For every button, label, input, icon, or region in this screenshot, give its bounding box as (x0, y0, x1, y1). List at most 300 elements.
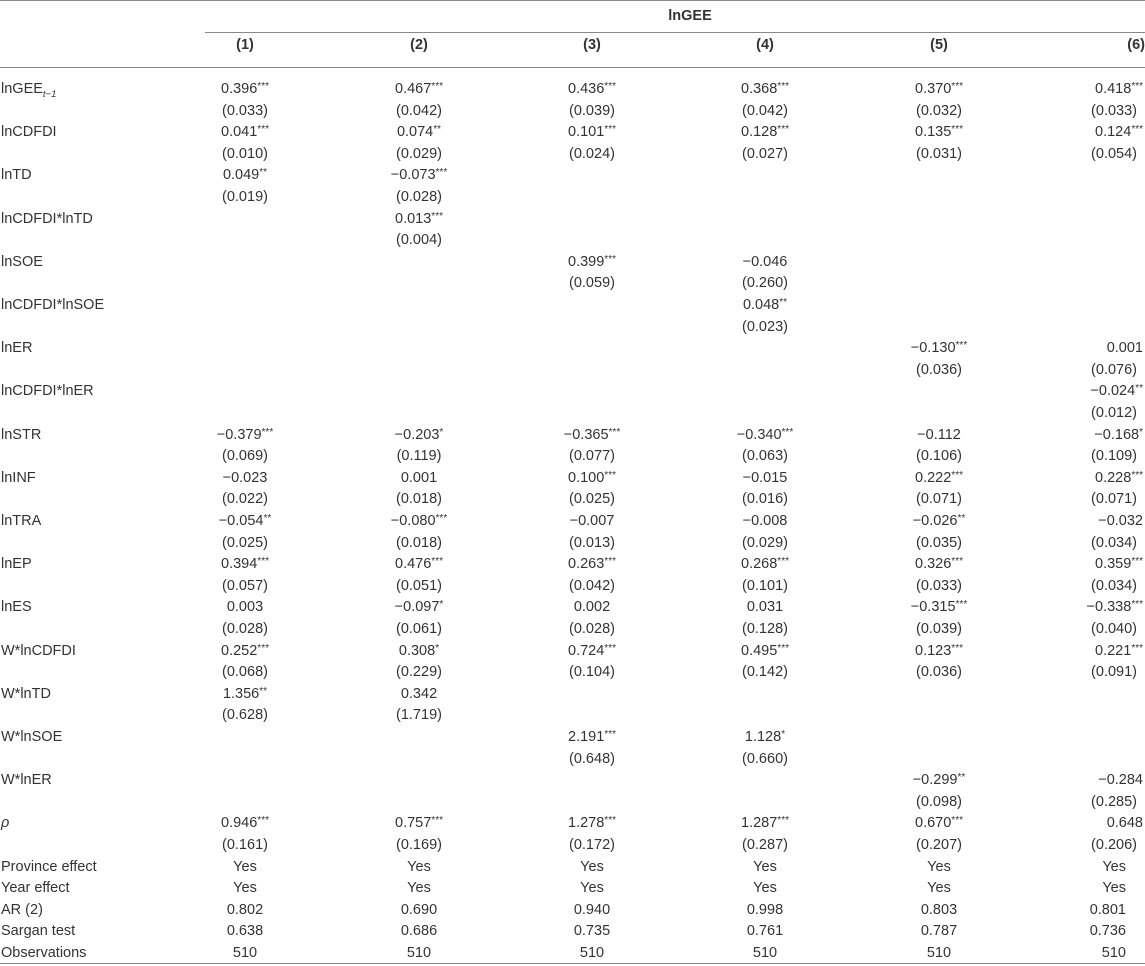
std-error-cell (396, 144, 442, 164)
row-label (1, 165, 32, 185)
std-error-cell (569, 533, 615, 553)
coefficient-cell (574, 597, 610, 617)
significance-stars: *** (604, 124, 616, 136)
row-label (1, 684, 51, 704)
std-error-cell-text: (0.101) (742, 577, 788, 594)
std-error-cell (569, 835, 615, 855)
std-error-cell (1091, 403, 1137, 423)
coefficient-cell-text: −0.073 (390, 167, 436, 184)
significance-stars: *** (257, 81, 269, 92)
std-error-cell-text: (0.076) (1091, 361, 1137, 378)
std-error-cell-text: (0.018) (396, 491, 442, 508)
row-label-text: W*lnTD (1, 685, 51, 702)
footer-row-label (1, 921, 75, 941)
std-error-cell-text: (0.169) (396, 837, 442, 853)
footer-cell-text: 0.940 (573, 901, 611, 918)
significance-stars: *** (951, 556, 963, 568)
coefficient-cell-text: 0.048 (742, 297, 780, 313)
significance-stars: ** (259, 685, 268, 697)
coefficient-cell (227, 597, 263, 617)
coefficient-cell (1095, 468, 1143, 488)
std-error-cell (222, 187, 268, 207)
coefficient-cell-text: 1.356 (222, 685, 260, 702)
coefficient-cell (915, 641, 963, 661)
significance-stars: *** (1131, 124, 1143, 136)
significance-stars: *** (435, 167, 448, 179)
coefficient-cell (917, 425, 961, 445)
std-error-cell (1091, 662, 1137, 682)
significance-stars: * (439, 599, 444, 611)
coefficient-cell-text: −0.338 (1086, 599, 1132, 616)
std-error-cell-text: (0.109) (1091, 448, 1137, 465)
significance-stars: *** (1131, 599, 1143, 611)
std-error-cell (1091, 533, 1137, 553)
coefficient-cell (1090, 381, 1143, 401)
footer-cell-text: 510 (752, 945, 778, 961)
std-error-cell (222, 619, 268, 639)
dependent-variable-header: lnGEE (668, 8, 712, 24)
footer-cell (233, 857, 257, 877)
std-error-cell (1091, 576, 1137, 596)
std-error-cell-text: (0.071) (916, 491, 962, 508)
footer-cell-text: 0.638 (226, 923, 264, 940)
significance-stars: *** (951, 642, 963, 654)
footer-cell (921, 900, 957, 920)
coefficient-cell (741, 79, 789, 99)
coefficient-cell-text: 0.268 (741, 556, 778, 573)
std-error-cell-text: (0.161) (222, 837, 268, 853)
coefficient-cell-text: −0.168 (1094, 426, 1140, 443)
coefficient-cell-text: 0.495 (741, 642, 778, 659)
coefficient-cell (1107, 813, 1143, 833)
footer-cell-text: Yes (233, 880, 257, 897)
top-rule (0, 0, 1145, 1)
row-label-text: lnGEE (1, 81, 43, 97)
std-error-cell-text: (0.098) (916, 793, 962, 810)
coefficient-cell (568, 122, 616, 142)
header-rule (0, 67, 1145, 68)
std-error-cell-text: (0.034) (1091, 534, 1137, 551)
coefficient-cell-text: 1.287 (741, 815, 778, 832)
coefficient-cell-text: 0.326 (915, 556, 952, 573)
std-error-cell-text: (0.004) (396, 232, 442, 249)
coefficient-cell-text: 0.308 (398, 642, 436, 659)
std-error-cell-text: (0.016) (742, 491, 788, 508)
footer-cell (401, 921, 437, 941)
std-error-cell (569, 144, 615, 164)
std-error-cell (916, 101, 962, 121)
footer-cell-text: 510 (926, 945, 952, 961)
significance-stars: *** (951, 81, 963, 92)
coefficient-cell-text: −0.112 (917, 426, 961, 443)
coefficient-cell (568, 252, 616, 272)
coefficient-cell-text: 0.003 (226, 599, 264, 616)
footer-cell-text: 0.801 (1089, 901, 1126, 918)
std-error-cell (742, 619, 788, 639)
footer-cell-text: 510 (579, 945, 605, 961)
coefficient-cell-text: 0.263 (568, 556, 605, 573)
row-label (1, 727, 62, 747)
std-error-cell (742, 144, 788, 164)
footer-cell (927, 878, 951, 898)
std-error-cell (222, 446, 268, 466)
coefficient-cell-text: 0.128 (741, 124, 778, 141)
coefficient-cell (1095, 554, 1143, 574)
significance-stars: *** (604, 469, 616, 481)
footer-cell (753, 943, 777, 963)
std-error-cell-text: (0.029) (742, 534, 788, 551)
std-error-cell-text: (0.059) (569, 275, 615, 292)
std-error-cell (916, 576, 962, 596)
row-label (1, 813, 9, 833)
significance-stars: * (781, 729, 786, 740)
coefficient-cell (915, 468, 963, 488)
std-error-cell (742, 576, 788, 596)
std-error-cell-text: (0.068) (222, 664, 268, 681)
coefficient-cell (391, 511, 447, 531)
coefficient-cell (913, 770, 966, 790)
coefficient-cell (217, 425, 273, 445)
footer-row-label-text: Province effect (1, 858, 97, 875)
std-error-cell-text: (0.022) (222, 491, 268, 508)
footer-cell-text: 0.735 (573, 923, 611, 940)
std-error-cell (742, 489, 788, 509)
row-label (1, 425, 41, 445)
row-label (1, 554, 32, 574)
significance-stars: *** (1131, 642, 1143, 654)
footer-cell-text: Yes (927, 858, 951, 875)
std-error-cell (569, 619, 615, 639)
coefficient-cell (401, 684, 437, 704)
std-error-cell-text: (0.023) (742, 318, 788, 335)
row-label-text: lnSOE (1, 253, 43, 270)
std-error-cell (222, 533, 268, 553)
coefficient-cell-text: 0.368 (741, 81, 778, 97)
coefficient-cell-text: 0.100 (568, 469, 605, 486)
row-label-text: W*lnCDFDI (1, 642, 76, 659)
std-error-cell-text: (0.031) (916, 145, 962, 162)
coefficient-cell (1107, 338, 1143, 358)
std-error-cell (1091, 792, 1137, 812)
row-label-text: lnCDFDI*lnTD (1, 210, 93, 227)
std-error-cell-text: (0.172) (569, 837, 615, 853)
row-label-text: lnINF (1, 469, 36, 486)
row-label-text: lnTD (1, 167, 32, 184)
std-error-cell-text: (0.039) (916, 621, 962, 637)
row-label-text: ρ (1, 815, 10, 832)
significance-stars: *** (431, 556, 443, 568)
coefficient-cell-text: 0.436 (568, 81, 605, 97)
std-error-cell-text: (0.206) (1091, 837, 1137, 853)
std-error-cell (397, 446, 442, 466)
std-error-cell (916, 835, 962, 855)
row-label-text: lnEP (1, 556, 32, 573)
significance-stars: ** (779, 297, 788, 308)
coefficient-cell (1098, 770, 1143, 790)
std-error-cell (1091, 619, 1137, 639)
coefficient-cell (397, 122, 441, 142)
coefficient-cell-text: 0.222 (915, 469, 952, 486)
row-label (1, 252, 43, 272)
footer-cell-text: 510 (232, 945, 258, 961)
coefficient-cell-text: −0.379 (216, 426, 262, 443)
std-error-cell (916, 446, 962, 466)
footer-cell (927, 943, 951, 963)
coefficient-cell (743, 468, 788, 488)
column-header-2: (2) (410, 37, 428, 53)
coefficient-cell (568, 727, 616, 747)
std-error-cell-text: (0.032) (916, 102, 962, 119)
significance-stars: *** (1131, 469, 1143, 481)
std-error-cell (569, 749, 615, 769)
coefficient-cell (741, 122, 789, 142)
coefficient-cell-text: 0.002 (573, 599, 611, 616)
coefficient-cell-text: 0.101 (568, 124, 605, 141)
footer-cell (574, 921, 610, 941)
row-label (1, 381, 94, 401)
footer-cell (233, 943, 257, 963)
significance-stars: ** (1135, 383, 1143, 395)
significance-stars: *** (435, 513, 448, 524)
coefficient-cell-text: 0.221 (1095, 642, 1132, 659)
footer-cell-text: 0.802 (226, 901, 264, 918)
std-error-cell-text: (0.033) (916, 577, 962, 594)
std-error-cell (569, 576, 615, 596)
coefficient-cell (743, 252, 788, 272)
std-error-cell-text: (0.207) (916, 837, 962, 853)
std-error-cell (569, 662, 615, 682)
std-error-cell-text: (0.229) (396, 664, 442, 681)
row-label (1, 209, 93, 229)
coefficient-cell (743, 511, 788, 531)
std-error-cell (569, 446, 615, 466)
footer-cell (580, 857, 604, 877)
footer-cell (1090, 900, 1126, 920)
coefficient-cell (568, 468, 616, 488)
coefficient-cell-text: −0.365 (563, 426, 609, 443)
row-label-text: W*lnER (1, 772, 52, 789)
footer-cell (574, 900, 610, 920)
significance-stars: *** (431, 210, 443, 222)
footer-row-label (1, 857, 97, 877)
coefficient-cell-text: 0.648 (1106, 815, 1143, 832)
std-error-cell (222, 705, 268, 725)
footer-cell (1102, 878, 1126, 898)
std-error-cell-text: (0.285) (1091, 793, 1137, 810)
footer-cell (407, 857, 431, 877)
significance-stars: * (1139, 426, 1143, 438)
coefficient-cell (395, 79, 443, 99)
std-error-cell (222, 835, 268, 855)
significance-stars: *** (257, 124, 269, 136)
significance-stars: *** (781, 426, 794, 438)
std-error-cell (396, 533, 442, 553)
coefficient-cell (221, 122, 269, 142)
std-error-cell-text: (0.077) (569, 448, 615, 465)
footer-cell-text: 0.803 (920, 901, 958, 918)
std-error-cell (569, 101, 615, 121)
std-error-cell (1091, 489, 1137, 509)
coefficient-cell (741, 554, 789, 574)
bottom-rule (0, 963, 1145, 964)
significance-stars: *** (608, 426, 621, 438)
significance-stars: *** (951, 815, 963, 827)
footer-cell-text: Yes (580, 858, 604, 875)
footer-cell-text: 0.686 (400, 923, 438, 940)
std-error-cell-text: (0.028) (396, 189, 442, 205)
row-label-subscript: t−1 (42, 88, 57, 100)
coefficient-cell (568, 554, 616, 574)
significance-stars: *** (777, 815, 789, 827)
significance-stars: *** (261, 426, 274, 438)
coefficient-cell (915, 813, 963, 833)
std-error-cell-text: (0.033) (1091, 102, 1137, 119)
coefficient-cell (1095, 79, 1143, 99)
significance-stars: *** (777, 124, 789, 136)
std-error-cell (742, 749, 788, 769)
significance-stars: *** (604, 815, 616, 827)
coefficient-cell (221, 813, 269, 833)
std-error-cell (396, 489, 442, 509)
significance-stars: *** (1131, 81, 1143, 92)
significance-stars: *** (951, 124, 963, 136)
coefficient-cell (911, 597, 967, 617)
significance-stars: ** (957, 513, 966, 524)
coefficient-cell (401, 468, 437, 488)
coefficient-cell-text: −0.008 (742, 513, 788, 529)
footer-cell-text: 0.761 (746, 923, 784, 940)
significance-stars: *** (604, 556, 616, 568)
coefficient-cell-text: 0.074 (396, 124, 434, 141)
row-label-text: lnTRA (1, 513, 42, 529)
significance-stars: *** (604, 642, 616, 654)
coefficient-cell (913, 511, 966, 531)
std-error-cell (396, 576, 442, 596)
coefficient-cell-text: 0.124 (1095, 124, 1132, 141)
std-error-cell-text: (0.028) (569, 621, 615, 637)
coefficient-cell-text: −0.130 (910, 340, 956, 357)
std-error-cell-text: (0.039) (569, 102, 615, 119)
footer-row-label-text: Observations (1, 945, 87, 961)
std-error-cell-text: (0.024) (569, 145, 615, 162)
coefficient-cell (737, 425, 793, 445)
row-label (1, 122, 57, 142)
footer-row-label (1, 878, 70, 898)
footer-cell (927, 857, 951, 877)
std-error-cell-text: (0.054) (1091, 145, 1137, 162)
row-label (1, 511, 41, 531)
row-label-text: lnCDFDI (1, 124, 57, 141)
coefficient-cell-text: 0.031 (746, 599, 784, 616)
coefficient-cell-text: 0.467 (395, 81, 432, 97)
coefficient-cell-text: 0.370 (915, 81, 952, 97)
std-error-cell (222, 662, 268, 682)
std-error-cell-text: (0.010) (222, 145, 268, 162)
coefficient-cell-text: −0.097 (394, 599, 440, 616)
coefficient-cell-text: 0.418 (1095, 81, 1132, 97)
std-error-cell-text: (0.119) (396, 448, 442, 465)
coefficient-cell-text: 0.123 (915, 642, 952, 659)
coefficient-cell (223, 165, 267, 185)
significance-stars: *** (955, 340, 968, 352)
std-error-cell-text: (1.719) (396, 707, 442, 724)
coefficient-cell-text: 0.342 (400, 685, 438, 702)
coefficient-cell-text: 0.670 (915, 815, 952, 832)
significance-stars: *** (604, 81, 616, 92)
coefficient-cell (1098, 511, 1143, 531)
coefficient-cell-text: 0.476 (395, 556, 432, 573)
coefficient-cell (915, 554, 963, 574)
footer-cell-text: Yes (407, 880, 431, 897)
coefficient-cell (1095, 641, 1143, 661)
footer-cell-text: Yes (753, 880, 777, 897)
std-error-cell (916, 144, 962, 164)
significance-stars: *** (604, 729, 616, 740)
std-error-cell (916, 619, 962, 639)
std-error-cell-text: (0.019) (222, 189, 268, 205)
std-error-cell (1091, 101, 1137, 121)
std-error-cell (222, 489, 268, 509)
std-error-cell (222, 101, 268, 121)
coefficient-cell (915, 79, 963, 99)
std-error-cell (396, 705, 442, 725)
std-error-cell-text: (0.063) (742, 448, 788, 465)
std-error-cell (396, 619, 442, 639)
coefficient-cell (221, 641, 269, 661)
footer-cell-text: 0.998 (746, 901, 784, 918)
coefficient-cell-text: 0.252 (221, 642, 258, 659)
row-label-text: lnES (1, 599, 32, 616)
coefficient-cell-text: 0.359 (1095, 556, 1132, 573)
significance-stars: *** (951, 469, 963, 481)
std-error-cell (569, 489, 615, 509)
std-error-cell-text: (0.029) (396, 145, 442, 162)
footer-cell (407, 943, 431, 963)
significance-stars: *** (777, 642, 789, 654)
std-error-cell-text: (0.061) (396, 621, 442, 637)
std-error-cell-text: (0.069) (222, 448, 268, 465)
std-error-cell-text: (0.287) (742, 837, 788, 853)
std-error-cell (222, 576, 268, 596)
std-error-cell-text: (0.660) (742, 750, 788, 767)
footer-cell (580, 878, 604, 898)
std-error-cell (916, 533, 962, 553)
footer-cell (753, 878, 777, 898)
footer-cell-text: Yes (1102, 880, 1126, 897)
footer-cell (753, 857, 777, 877)
coefficient-cell (395, 813, 443, 833)
significance-stars: * (435, 642, 440, 654)
coefficient-cell (399, 641, 439, 661)
spanner-rule (205, 32, 1145, 33)
std-error-cell (396, 662, 442, 682)
coefficient-cell (915, 122, 963, 142)
coefficient-cell-text: 0.724 (568, 642, 605, 659)
footer-cell-text: 510 (406, 945, 432, 961)
std-error-cell (1091, 446, 1137, 466)
coefficient-cell-text: −0.203 (394, 426, 440, 443)
footer-row-label-text: Year effect (1, 880, 70, 897)
footer-row-label-text: AR (2) (1, 901, 43, 918)
coefficient-cell-text: 0.394 (221, 556, 258, 573)
significance-stars: * (439, 426, 444, 438)
significance-stars: *** (777, 81, 789, 92)
footer-cell (233, 878, 257, 898)
significance-stars: *** (431, 815, 443, 827)
coefficient-cell (568, 641, 616, 661)
footer-cell-text: 0.736 (1089, 923, 1126, 940)
coefficient-cell-text: 1.278 (568, 815, 605, 832)
